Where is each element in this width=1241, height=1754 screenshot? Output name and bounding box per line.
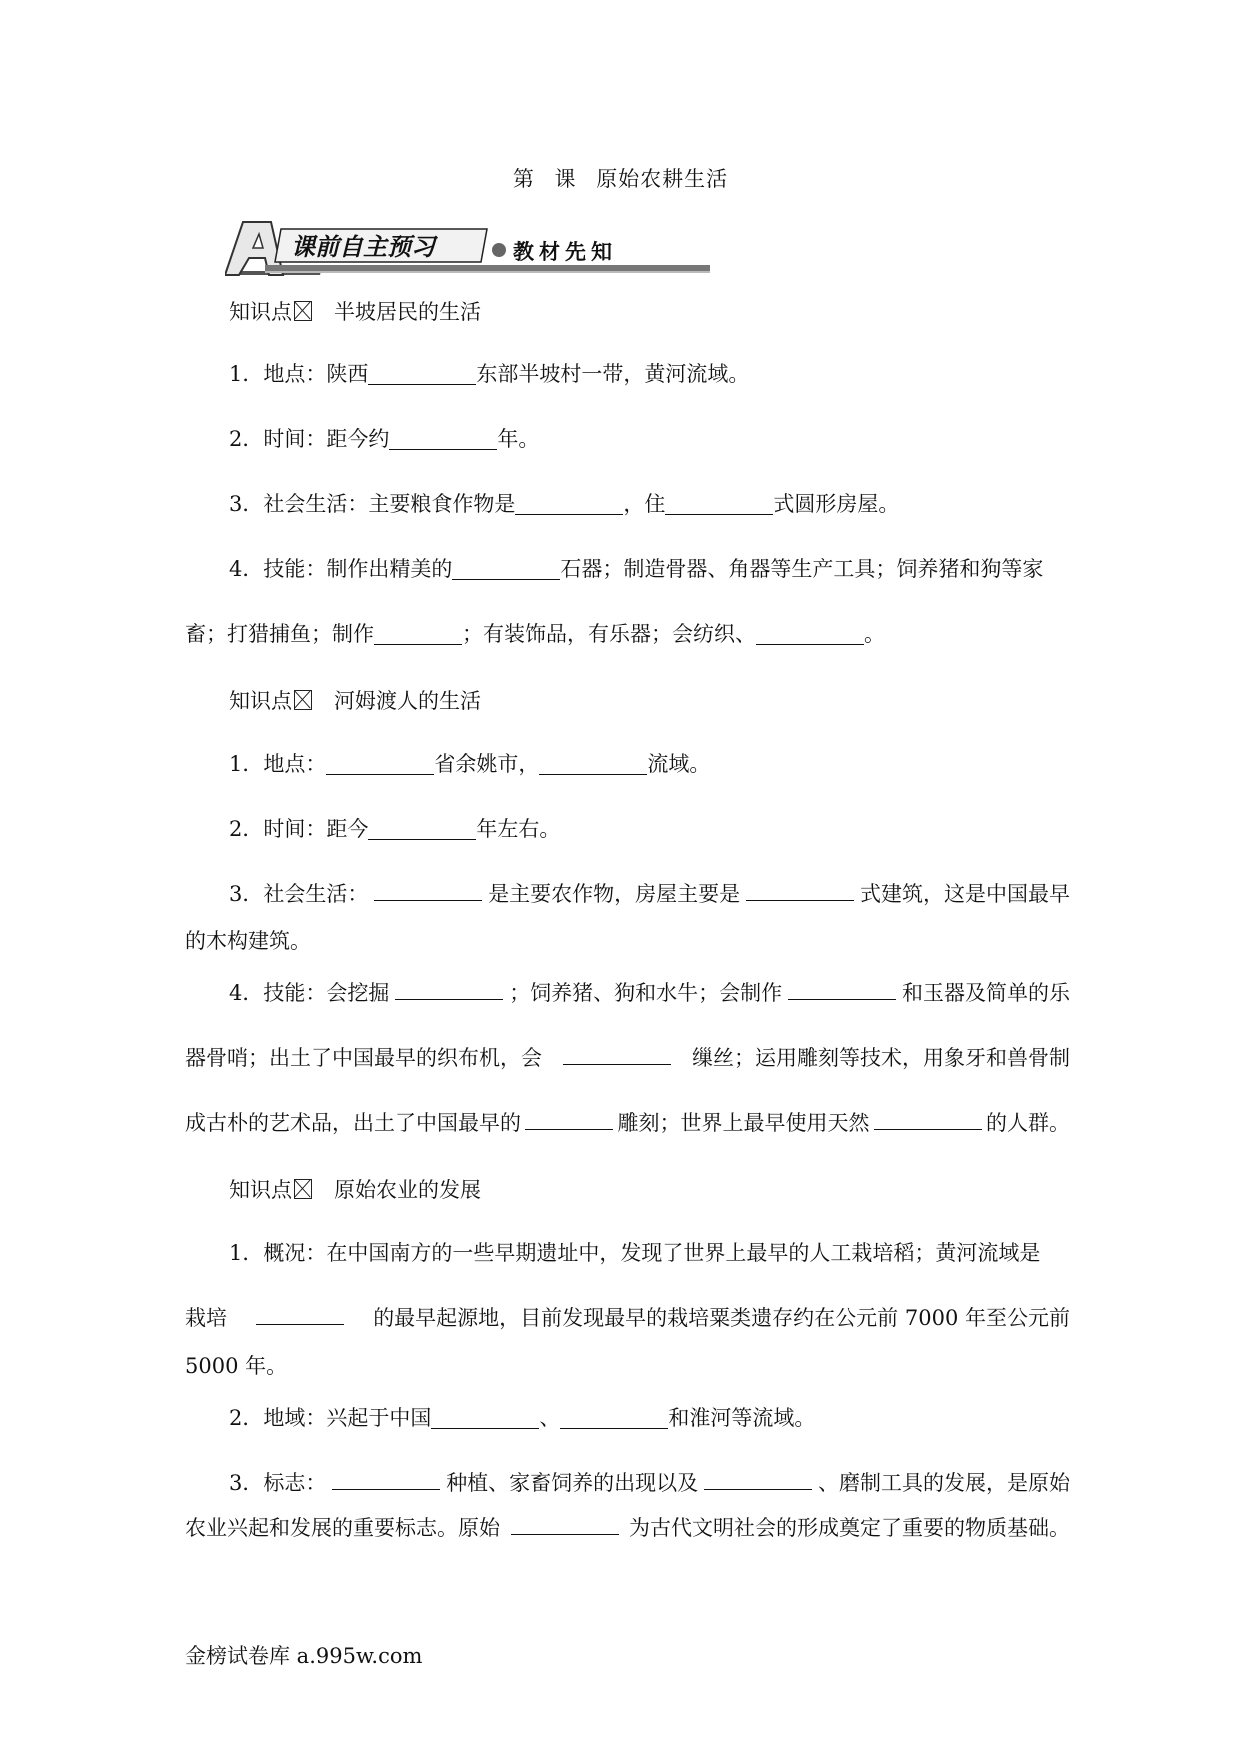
text-segment: 的木构建筑。 — [185, 929, 311, 953]
text-segment: 2．时间：距今 — [229, 817, 369, 841]
blank-field[interactable] — [539, 752, 647, 775]
text-segment: 3．标志： — [229, 1471, 327, 1495]
s3-line-3 — [185, 1350, 1070, 1380]
blank-field[interactable] — [746, 878, 854, 901]
checkbox-glyph-icon — [294, 301, 312, 321]
s3-line-1 — [229, 1237, 1070, 1267]
s1-line-3 — [229, 488, 1070, 518]
text-segment: 1．地点： — [229, 752, 327, 776]
section-banner — [225, 220, 715, 280]
s1-line-4 — [229, 553, 1070, 583]
lesson-title — [0, 163, 1241, 193]
s2-line-1 — [229, 748, 1070, 778]
blank-field[interactable] — [756, 622, 864, 645]
text-segment: 畜；打猎捕鱼；制作 — [185, 622, 374, 646]
blank-field[interactable] — [704, 1467, 812, 1490]
blank-field[interactable] — [389, 427, 497, 450]
text-segment: 3．社会生活：主要粮食作物是 — [229, 492, 516, 516]
s1-line-5 — [185, 618, 1070, 648]
blank-field[interactable] — [452, 557, 560, 580]
text-segment: 1．概况：在中国南方的一些早期遗址中，发现了世界上最早的人工栽培稻；黄河流域是 — [229, 1241, 1041, 1265]
blank-field[interactable] — [665, 492, 773, 515]
blank-field[interactable] — [368, 362, 476, 385]
text-segment: 栽培 — [185, 1306, 227, 1330]
blank-field[interactable] — [326, 752, 434, 775]
blank-field[interactable] — [511, 1512, 619, 1535]
text-segment: 雕刻；世界上最早使用天然 — [617, 1111, 870, 1135]
blank-field[interactable] — [515, 492, 623, 515]
text-segment: 2．地域：兴起于中国 — [229, 1406, 432, 1430]
s1-line-1 — [229, 358, 1070, 388]
title-part-1: 第 — [512, 167, 535, 191]
blank-field[interactable] — [874, 1107, 982, 1130]
text-segment: 式圆形房屋。 — [773, 492, 900, 516]
text-segment: 3．社会生活： — [229, 882, 369, 906]
s2-line-5 — [229, 977, 1070, 1007]
text-segment: 石器；制造骨器、角器等生产工具；饲养猪和狗等家 — [560, 557, 1044, 581]
blank-field[interactable] — [368, 817, 476, 840]
s2-line-3 — [229, 878, 1070, 908]
blank-field[interactable] — [560, 1406, 668, 1429]
text-segment: 、 — [539, 1406, 561, 1430]
section-name: 半坡居民的生活 — [334, 300, 481, 324]
blank-field[interactable] — [374, 878, 482, 901]
section-name: 原始农业的发展 — [334, 1178, 481, 1202]
text-segment: 的人群。 — [986, 1111, 1070, 1135]
blank-field[interactable] — [525, 1107, 613, 1130]
banner-sub-text: 教材先知 — [513, 240, 617, 264]
text-segment: 农业兴起和发展的重要标志。原始 — [185, 1516, 500, 1540]
blank-field[interactable] — [788, 977, 896, 1000]
text-segment: 4．技能：制作出精美的 — [229, 557, 453, 581]
text-segment: 东部半坡村一带，黄河流域。 — [476, 362, 750, 386]
footer-source: 金榜试卷库 a.995w.com — [185, 1644, 423, 1668]
title-part-2: 课 — [554, 167, 577, 191]
checkbox-glyph-icon — [294, 1179, 312, 1199]
section-label: 知识点 — [229, 689, 292, 713]
text-segment: ；饲养猪、狗和水牛；会制作 — [509, 981, 783, 1005]
text-segment: 和淮河等流域。 — [668, 1406, 816, 1430]
s3-line-4 — [229, 1402, 1070, 1432]
blank-field[interactable] — [374, 622, 462, 645]
s2-line-4 — [185, 925, 1070, 955]
text-segment: ，住 — [623, 492, 666, 516]
banner-main-text: 课前自主预习 — [291, 233, 435, 261]
text-segment: 、磨制工具的发展，是原始 — [818, 1471, 1070, 1495]
text-segment: 5000 年。 — [185, 1354, 288, 1378]
text-segment: 种植、家畜饲养的出现以及 — [446, 1471, 699, 1495]
text-segment: 省余姚市， — [434, 752, 540, 776]
text-segment: 器骨哨；出土了中国最早的织布机，会 — [185, 1046, 542, 1070]
s2-line-2 — [229, 813, 1070, 843]
title-part-3: 原始农耕生活 — [596, 167, 729, 191]
text-segment: 缫丝；运用雕刻等技术，用象牙和兽骨制 — [692, 1046, 1070, 1070]
section-3-heading — [229, 1174, 481, 1204]
text-segment: 流域。 — [647, 752, 711, 776]
text-segment: 2．时间：距今约 — [229, 427, 390, 451]
text-segment: 。 — [864, 622, 885, 646]
section-1-heading — [229, 296, 481, 326]
s3-line-5 — [229, 1467, 1070, 1497]
blank-field[interactable] — [256, 1302, 344, 1325]
s2-line-7 — [185, 1107, 1070, 1137]
s2-line-6 — [185, 1042, 1070, 1072]
text-segment: 式建筑，这是中国最早 — [860, 882, 1070, 906]
section-2-heading — [229, 685, 481, 715]
s3-line-2 — [185, 1302, 1070, 1332]
text-segment: ；有装饰品，有乐器；会纺织、 — [462, 622, 756, 646]
text-segment: 为古代文明社会的形成奠定了重要的物质基础。 — [629, 1516, 1070, 1540]
text-segment: 和玉器及简单的乐 — [902, 981, 1070, 1005]
text-segment: 年。 — [497, 427, 540, 451]
text-segment: 是主要农作物，房屋主要是 — [488, 882, 741, 906]
blank-field[interactable] — [431, 1406, 539, 1429]
section-name: 河姆渡人的生活 — [334, 689, 481, 713]
section-label: 知识点 — [229, 1178, 292, 1202]
section-label: 知识点 — [229, 300, 292, 324]
s3-line-6 — [185, 1512, 1070, 1542]
text-segment: 1．地点：陕西 — [229, 362, 369, 386]
text-segment: 年左右。 — [476, 817, 561, 841]
checkbox-glyph-icon — [294, 690, 312, 710]
s1-line-2 — [229, 423, 1070, 453]
text-segment: 4．技能：会挖掘 — [229, 981, 390, 1005]
text-segment: 的最早起源地，目前发现最早的栽培粟类遗存约在公元前 7000 年至公元前 — [373, 1306, 1070, 1330]
blank-field[interactable] — [332, 1467, 440, 1490]
blank-field[interactable] — [563, 1042, 671, 1065]
text-segment: 成古朴的艺术品，出土了中国最早的 — [185, 1111, 521, 1135]
blank-field[interactable] — [395, 977, 503, 1000]
